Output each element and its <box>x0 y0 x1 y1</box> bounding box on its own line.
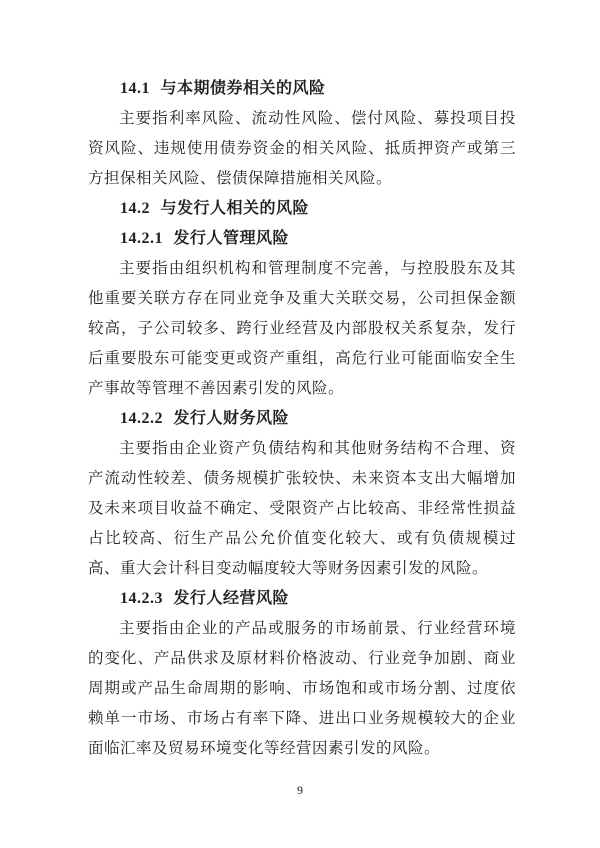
page-number: 9 <box>297 783 303 797</box>
section-heading-14-1: 14.1 与本期债券相关的风险 <box>120 80 326 97</box>
document-body <box>88 74 516 764</box>
section-heading-14-2-1: 14.2.1 发行人管理风险 <box>120 230 290 247</box>
paragraph-management-risk: 主要指由组织机构和管理制度不完善，与控股股东及其他重要关联方存在同业竞争及重大关联交易，公司担保金额较高，子公司较多、跨行业经营及内部股权关系复杂，发行后重要股东可能变更或资产重组，高危行业可能面临安全生产事故等管理不善因素引发的风险。 <box>88 260 516 397</box>
paragraph-financial-risk: 主要指由企业资产负债结构和其他财务结构不合理、资产流动性较差、债务规模扩张较快、未来资本支出大幅增加及未来项目收益不确定、受限资产占比较高、非经常性损益占比较高、衍生产品公允价值变化较大、或有负债规模过高、重大会计科目变动幅度较大等财务因素引发的风险。 <box>88 440 516 577</box>
section-heading-14-2-2: 14.2.2 发行人财务风险 <box>120 410 290 427</box>
section-heading-14-2: 14.2 与发行人相关的风险 <box>120 200 310 217</box>
section-heading-14-2-3: 14.2.3 发行人经营风险 <box>120 590 290 607</box>
paragraph-bond-risks: 主要指利率风险、流动性风险、偿付风险、募投项目投资风险、违规使用债券资金的相关风险、抵质押资产或第三方担保相关风险、偿债保障措施相关风险。 <box>88 110 516 187</box>
paragraph-operating-risk: 主要指由企业的产品或服务的市场前景、行业经营环境的变化、产品供求及原材料价格波动、行业竞争加剧、商业周期或产品生命周期的影响、市场饱和或市场分割、过度依赖单一市场、市场占有率下降、进出口业务规模较大的企业面临汇率及贸易环境变化等经营因素引发的风险。 <box>88 620 516 757</box>
